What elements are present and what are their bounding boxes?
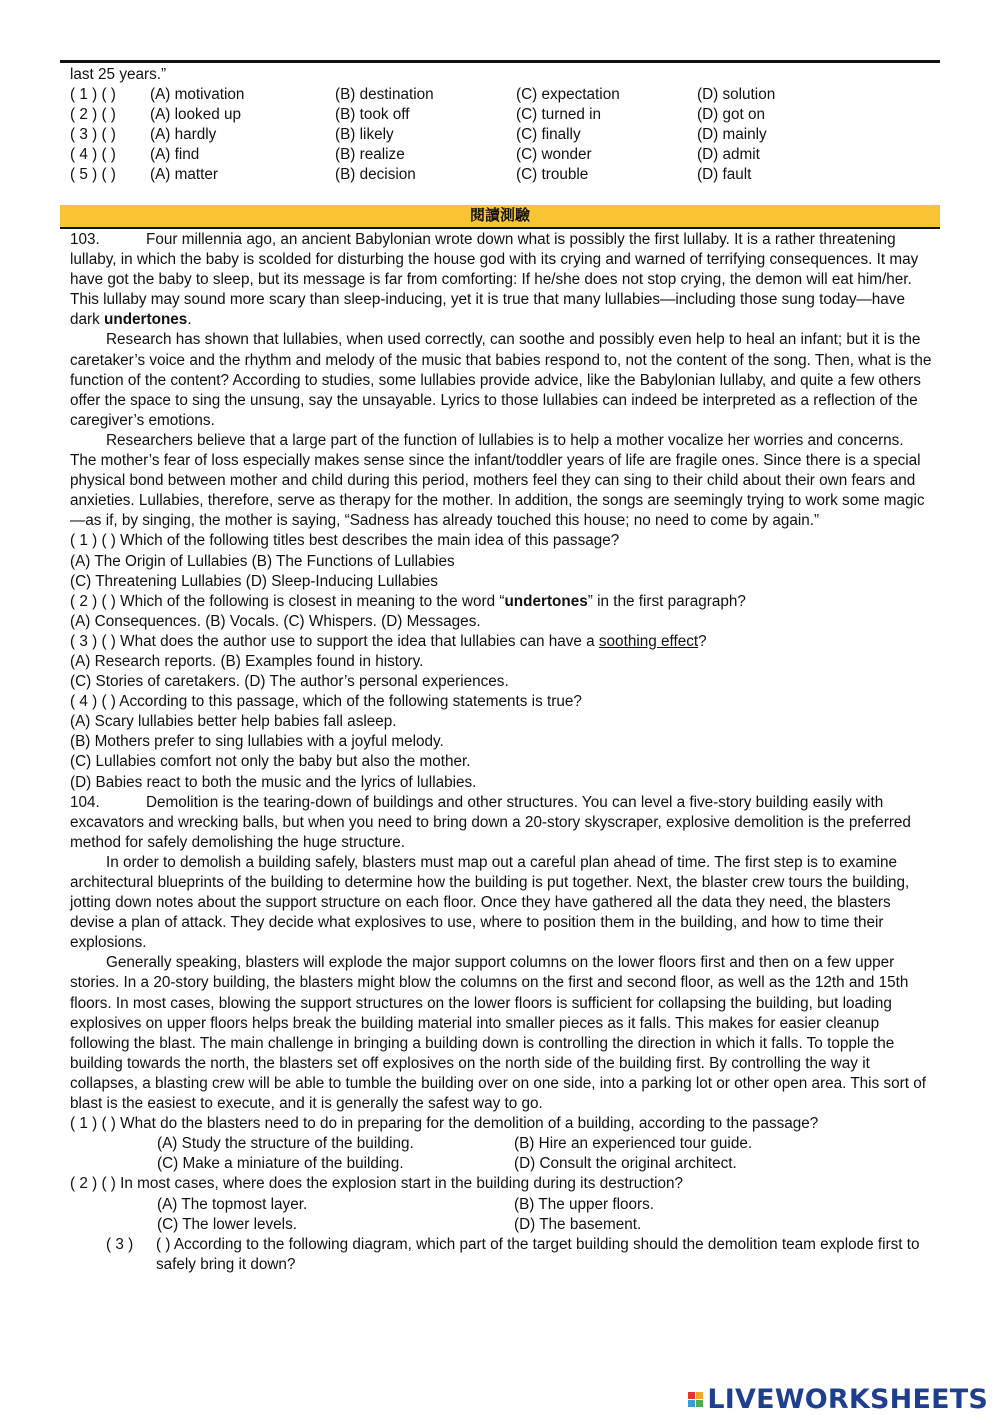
cloze-number: ( 2 ) ( ) [70,106,116,124]
question-3: ( 3 ) ( ) What does the author use to support the idea that lullabies can have a soothing effect? [70,632,707,650]
top-rule [60,60,940,63]
option-b: (B) The upper floors. [514,1195,655,1213]
option-b: (B) decision [335,166,416,184]
option-d: (D) got on [697,106,766,124]
cloze-row [70,85,932,105]
option-b: (B) destination [335,86,434,104]
question-4-option: (D) Babies react to both the music and the lyrics of lullabies. [70,773,477,791]
question-3-options: (C) Stories of caretakers. (D) The author’s personal experiences. [70,673,509,691]
passage-104-paragraph-2: In order to demolish a building safely, blasters must map out a careful plan ahead of time. The first step is to examine architectural blueprints of the building to determine how the building is put together. Next, the blaster crew tours the building, jotting down notes about the support structure on each floor. Once they have gathered all the data they need, the blasters devise a plan of attack. They decide what explosives to use, where to position them in the building, and how to time their explosions. [70,853,910,952]
option-a: (A) The topmost layer. [157,1195,308,1213]
option-c: (C) The lower levels. [157,1215,297,1233]
option-d: (D) mainly [697,126,767,144]
option-b: (B) took off [335,106,410,124]
logo-icon [688,1392,703,1407]
question-4-option: (C) Lullabies comfort not only the baby but also the mother. [70,753,471,771]
cloze-row [70,125,932,145]
question-2-options: (A) Consequences. (B) Vocals. (C) Whispers. (D) Messages. [70,612,481,630]
option-c: (C) finally [516,126,581,144]
question-3-options: (A) Research reports. (B) Examples found in history. [70,652,424,670]
cloze-row [70,165,932,185]
question-number: ( 3 ) [106,1235,134,1253]
option-b: (B) likely [335,126,394,144]
liveworksheets-logo [688,1383,988,1415]
quote-end: last 25 years.” [70,66,167,83]
option-d: (D) admit [697,146,760,164]
option-c: (C) Make a miniature of the building. [157,1155,404,1173]
logo-text: LIVEWORKSHEETS [707,1383,988,1415]
question-1-options: (C) Threatening Lullabies (D) Sleep-Inducing Lullabies [70,572,438,590]
option-c: (C) turned in [516,106,602,124]
cloze-number: ( 4 ) ( ) [70,146,116,164]
passage-103-paragraph-1: 103. Four millennia ago, an ancient Babylonian wrote down what is possibly the first lullaby. It is a rather threatening lullaby, in which the baby is scolded for disturbing the house god with its crying and warned of terrifying consequences. It may have got the baby to sleep, but its message is far from comforting: If he/she does not stop crying, the demon will eat him/her. This lullaby may sound more scary than sleep-inducing, yet it is true that many lullabies—including those sung today—have dark undertones. [70,231,919,329]
cloze-row [70,145,932,165]
question-3: ( 3 ) ( ) According to the following diagram, which part of the target building should the demolition team explode first to safely bring it down? [70,1235,932,1275]
cloze-options [70,85,932,185]
option-b: (B) Hire an experienced tour guide. [514,1135,753,1153]
option-a: (A) Study the structure of the building. [157,1135,414,1153]
cloze-number: ( 1 ) ( ) [70,86,116,104]
cloze-row [70,105,932,125]
question-1-options [70,1134,932,1174]
option-c: (C) trouble [516,166,589,184]
option-d: (D) solution [697,86,776,104]
passage-103-paragraph-2: Research has shown that lullabies, when used correctly, can soothe and possibly even help to heal an infant; but it is the caretaker’s voice and the rhythm and melody of the music that babies respond to, not the content of the song. Then, what is the function of the content? According to studies, some lullabies provide advice, like the Babylonian lullaby, and quite a few others offer the space to sing the unsung, say the unsayable. Lyrics to those lullabies can indeed be interpreted as a reflection of the caregiver’s emotions. [70,331,932,429]
question-1: ( 1 ) ( ) What do the blasters need to do in preparing for the demolition of a building, according to the passage? [70,1115,819,1133]
option-a: (A) looked up [150,106,241,124]
option-d: (D) The basement. [514,1215,642,1233]
question-2-options [70,1195,932,1235]
reading-section [70,230,932,1275]
option-a: (A) find [150,146,200,164]
option-a: (A) motivation [150,86,245,104]
cloze-number: ( 3 ) ( ) [70,126,116,144]
option-d: (D) Consult the original architect. [514,1155,737,1173]
option-a: (A) matter [150,166,218,184]
passage-103-paragraph-3: Researchers believe that a large part of the function of lullabies is to help a mother vocalize her worries and concerns. The mother’s fear of loss especially makes sense since the infant/toddler years of life are fragile ones. Since there is a special physical bond between mother and child during this period, mothers feel they can sing to their child about their own fears and anxieties. Lullabies, therefore, serve as therapy for the mother. In addition, the songs are seemingly trying to work some magic—as if, by singing, the mother is saying, “Sadness has already touched this house; no need to come by again.” [70,431,925,530]
passage-104-paragraph-3: Generally speaking, blasters will explode the major support columns on the lower floors first and then on a few upper stories. In a 20-story building, the blasters might blow the columns on the first and second floor, as well as the 12th and 15th floors. In most cases, blowing the support structures on the lower floors is sufficient for collapsing the building, but loading explosives on upper floors helps break the building material into smaller pieces as it falls. This makes for easier cleanup following the blast. The main challenge in bringing a building down is controlling the direction in which it falls. To topple the building towards the north, the blasters set off explosives on the north side of the building first. By controlling the way it collapses, a blasting crew will be able to tumble the building over on one side, into a parking lot or other open area. This sort of blast is the easiest to execute, and it is generally the safest way to go. [70,954,926,1113]
option-b: (B) realize [335,146,405,164]
passage-number: 103. [70,231,100,248]
question-4: ( 4 ) ( ) According to this passage, which of the following statements is true? [70,693,582,711]
question-2: ( 2 ) ( ) Which of the following is closest in meaning to the word “undertones” in the first paragraph? [70,592,746,610]
question-1: ( 1 ) ( ) Which of the following titles best describes the main idea of this passage? [70,532,620,550]
option-d: (D) fault [697,166,752,184]
option-a: (A) hardly [150,126,217,144]
question-2: ( 2 ) ( ) In most cases, where does the explosion start in the building during its destruction? [70,1175,684,1193]
question-4-option: (B) Mothers prefer to sing lullabies with a joyful melody. [70,733,444,751]
section-title: 閱讀測驗 [60,205,940,229]
question-1-options: (A) The Origin of Lullabies (B) The Functions of Lullabies [70,552,455,570]
cloze-number: ( 5 ) ( ) [70,166,116,184]
passage-number: 104. [70,793,100,811]
question-4-option: (A) Scary lullabies better help babies fall asleep. [70,713,397,731]
option-c: (C) wonder [516,146,592,164]
option-c: (C) expectation [516,86,620,104]
passage-104-paragraph-1: 104. Demolition is the tearing-down of buildings and other structures. You can level a five-story building easily with excavators and wrecking balls, but when you need to bring down a 20-story skyscraper, explosive demolition is the preferred method for safely demolishing the huge structure. [70,793,911,851]
cloze-section [70,65,932,186]
